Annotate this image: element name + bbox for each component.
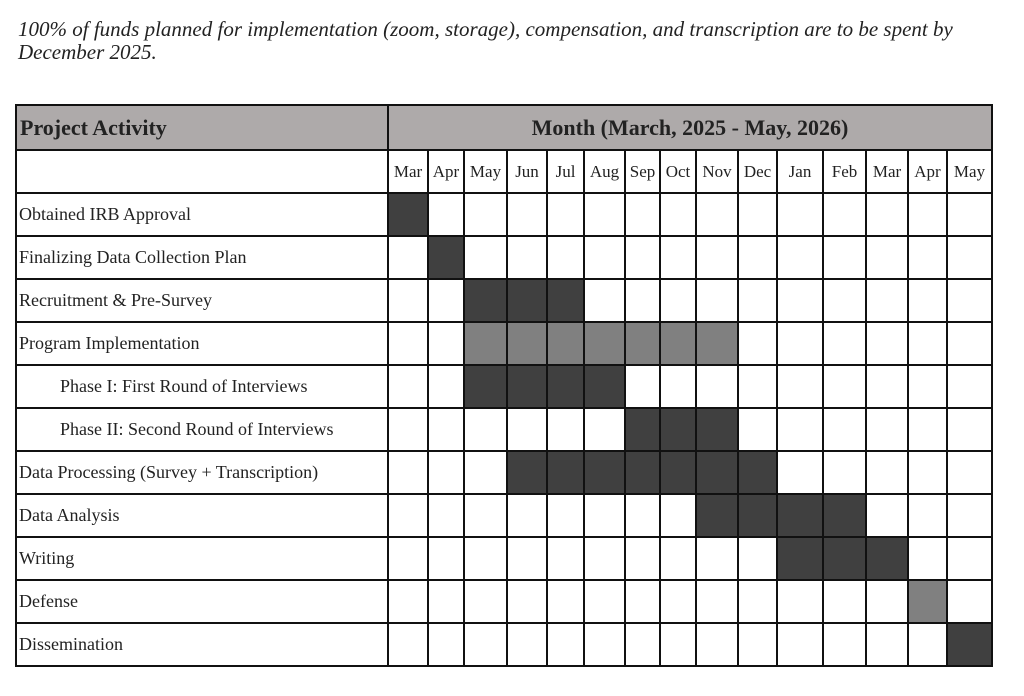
timeline-empty-cell bbox=[696, 537, 738, 580]
timeline-empty-cell bbox=[428, 451, 464, 494]
timeline-empty-cell bbox=[947, 365, 992, 408]
timeline-empty-cell bbox=[908, 193, 947, 236]
timeline-empty-cell bbox=[777, 408, 823, 451]
timeline-empty-cell bbox=[947, 451, 992, 494]
month-oct: Oct bbox=[660, 150, 696, 193]
timeline-empty-cell bbox=[908, 537, 947, 580]
timeline-empty-cell bbox=[777, 451, 823, 494]
timeline-bar-cell bbox=[738, 494, 777, 537]
timeline-bar-cell bbox=[547, 279, 584, 322]
timeline-empty-cell bbox=[464, 537, 507, 580]
timeline-empty-cell bbox=[738, 193, 777, 236]
timeline-empty-cell bbox=[464, 408, 507, 451]
activity-label: Program Implementation bbox=[16, 322, 388, 365]
timeline-empty-cell bbox=[584, 279, 625, 322]
timeline-empty-cell bbox=[866, 236, 908, 279]
timeline-empty-cell bbox=[947, 537, 992, 580]
activity-row bbox=[16, 451, 992, 494]
timeline-empty-cell bbox=[696, 193, 738, 236]
timeline-empty-cell bbox=[660, 365, 696, 408]
activity-row bbox=[16, 279, 992, 322]
timeline-empty-cell bbox=[908, 623, 947, 666]
timeline-empty-cell bbox=[777, 322, 823, 365]
timeline-empty-cell bbox=[738, 279, 777, 322]
timeline-empty-cell bbox=[584, 494, 625, 537]
timeline-bar-cell bbox=[547, 451, 584, 494]
timeline-empty-cell bbox=[547, 580, 584, 623]
timeline-bar-cell bbox=[777, 494, 823, 537]
timeline-empty-cell bbox=[547, 193, 584, 236]
timeline-bar-cell bbox=[507, 279, 547, 322]
activity-row bbox=[16, 193, 992, 236]
timeline-bar-cell bbox=[464, 322, 507, 365]
timeline-empty-cell bbox=[738, 365, 777, 408]
timeline-empty-cell bbox=[777, 236, 823, 279]
timeline-bar-cell bbox=[660, 408, 696, 451]
timeline-bar-cell bbox=[947, 623, 992, 666]
timeline-empty-cell bbox=[866, 408, 908, 451]
timeline-empty-cell bbox=[428, 365, 464, 408]
activity-row bbox=[16, 537, 992, 580]
timeline-empty-cell bbox=[908, 322, 947, 365]
timeline-bar-cell bbox=[547, 322, 584, 365]
timeline-empty-cell bbox=[507, 193, 547, 236]
timeline-empty-cell bbox=[625, 537, 660, 580]
timeline-empty-cell bbox=[464, 580, 507, 623]
timeline-empty-cell bbox=[823, 365, 866, 408]
timeline-empty-cell bbox=[547, 236, 584, 279]
timeline-bar-cell bbox=[464, 279, 507, 322]
month-jul: Jul bbox=[547, 150, 584, 193]
activity-row bbox=[16, 408, 992, 451]
timeline-empty-cell bbox=[388, 322, 428, 365]
timeline-empty-cell bbox=[823, 236, 866, 279]
header-row bbox=[16, 105, 992, 150]
month-row bbox=[16, 150, 992, 193]
timeline-bar-cell bbox=[507, 451, 547, 494]
timeline-empty-cell bbox=[584, 236, 625, 279]
timeline-empty-cell bbox=[388, 451, 428, 494]
month-jan: Jan bbox=[777, 150, 823, 193]
timeline-empty-cell bbox=[947, 279, 992, 322]
activity-row bbox=[16, 236, 992, 279]
timeline-empty-cell bbox=[866, 365, 908, 408]
timeline-empty-cell bbox=[866, 279, 908, 322]
timeline-empty-cell bbox=[547, 623, 584, 666]
timeline-empty-cell bbox=[428, 322, 464, 365]
timeline-bar-cell bbox=[584, 451, 625, 494]
timeline-empty-cell bbox=[947, 408, 992, 451]
timeline-empty-cell bbox=[464, 451, 507, 494]
timeline-empty-cell bbox=[547, 494, 584, 537]
funding-note: 100% of funds planned for implementation (zoom, storage), compensation, and transcription are to be spent by December 2025. bbox=[18, 17, 953, 64]
timeline-empty-cell bbox=[660, 537, 696, 580]
timeline-bar-cell bbox=[388, 193, 428, 236]
timeline-empty-cell bbox=[507, 623, 547, 666]
activity-label: Finalizing Data Collection Plan bbox=[16, 236, 388, 279]
timeline-empty-cell bbox=[777, 193, 823, 236]
timeline-empty-cell bbox=[388, 580, 428, 623]
timeline-empty-cell bbox=[584, 193, 625, 236]
timeline-empty-cell bbox=[866, 193, 908, 236]
timeline-empty-cell bbox=[823, 623, 866, 666]
activity-label: Defense bbox=[16, 580, 388, 623]
timeline-empty-cell bbox=[625, 365, 660, 408]
timeline-empty-cell bbox=[823, 279, 866, 322]
timeline-bar-cell bbox=[660, 451, 696, 494]
timeline-empty-cell bbox=[866, 451, 908, 494]
timeline-empty-cell bbox=[777, 279, 823, 322]
activity-row bbox=[16, 623, 992, 666]
timeline-empty-cell bbox=[660, 623, 696, 666]
activity-label: Data Processing (Survey + Transcription) bbox=[16, 451, 388, 494]
activity-label: Writing bbox=[16, 537, 388, 580]
timeline-bar-cell bbox=[625, 451, 660, 494]
activity-row bbox=[16, 322, 992, 365]
month-mar: Mar bbox=[388, 150, 428, 193]
month-dec: Dec bbox=[738, 150, 777, 193]
timeline-bar-cell bbox=[777, 537, 823, 580]
timeline-bar-cell bbox=[625, 322, 660, 365]
timeline-empty-cell bbox=[660, 279, 696, 322]
timeline-empty-cell bbox=[777, 580, 823, 623]
month-may: May bbox=[464, 150, 507, 193]
month-apr: Apr bbox=[428, 150, 464, 193]
activity-label: Obtained IRB Approval bbox=[16, 193, 388, 236]
timeline-bar-cell bbox=[464, 365, 507, 408]
timeline-empty-cell bbox=[660, 236, 696, 279]
timeline-empty-cell bbox=[660, 580, 696, 623]
timeline-bar-cell bbox=[507, 322, 547, 365]
timeline-empty-cell bbox=[908, 279, 947, 322]
timeline-empty-cell bbox=[428, 279, 464, 322]
timeline-bar-cell bbox=[866, 537, 908, 580]
empty-cell bbox=[16, 150, 388, 193]
timeline-empty-cell bbox=[823, 322, 866, 365]
timeline-empty-cell bbox=[866, 322, 908, 365]
timeline-empty-cell bbox=[696, 279, 738, 322]
timeline-empty-cell bbox=[823, 408, 866, 451]
activity-row bbox=[16, 494, 992, 537]
timeline-empty-cell bbox=[428, 580, 464, 623]
timeline-empty-cell bbox=[507, 494, 547, 537]
timeline-empty-cell bbox=[507, 408, 547, 451]
timeline-empty-cell bbox=[738, 236, 777, 279]
month-nov: Nov bbox=[696, 150, 738, 193]
timeline-empty-cell bbox=[388, 279, 428, 322]
timeline-empty-cell bbox=[908, 451, 947, 494]
timeline-empty-cell bbox=[947, 580, 992, 623]
timeline-bar-cell bbox=[696, 494, 738, 537]
timeline-empty-cell bbox=[584, 537, 625, 580]
timeline-empty-cell bbox=[777, 365, 823, 408]
timeline-bar-cell bbox=[696, 322, 738, 365]
activity-row bbox=[16, 365, 992, 408]
timeline-bar-cell bbox=[584, 365, 625, 408]
activity-label: Data Analysis bbox=[16, 494, 388, 537]
activity-header: Project Activity bbox=[16, 105, 388, 150]
timeline-empty-cell bbox=[625, 494, 660, 537]
timeline-empty-cell bbox=[388, 537, 428, 580]
timeline-empty-cell bbox=[464, 623, 507, 666]
activity-label: Phase I: First Round of Interviews bbox=[16, 365, 388, 408]
timeline-bar-cell bbox=[823, 494, 866, 537]
timeline-empty-cell bbox=[738, 408, 777, 451]
timeline-empty-cell bbox=[584, 623, 625, 666]
timeline-empty-cell bbox=[866, 623, 908, 666]
timeline-empty-cell bbox=[660, 494, 696, 537]
timeline-empty-cell bbox=[908, 408, 947, 451]
timeline-empty-cell bbox=[696, 365, 738, 408]
gantt-table bbox=[15, 104, 993, 667]
timeline-empty-cell bbox=[696, 623, 738, 666]
timeline-empty-cell bbox=[625, 580, 660, 623]
timeline-bar-cell bbox=[584, 322, 625, 365]
timeline-empty-cell bbox=[388, 494, 428, 537]
timeline-bar-cell bbox=[428, 236, 464, 279]
timeline-empty-cell bbox=[464, 494, 507, 537]
timeline-empty-cell bbox=[507, 580, 547, 623]
month-feb: Feb bbox=[823, 150, 866, 193]
timeline-empty-cell bbox=[866, 494, 908, 537]
month-apr: Apr bbox=[908, 150, 947, 193]
month-aug: Aug bbox=[584, 150, 625, 193]
timeline-bar-cell bbox=[507, 365, 547, 408]
timeline-empty-cell bbox=[908, 365, 947, 408]
timeline-bar-cell bbox=[696, 451, 738, 494]
timeline-empty-cell bbox=[696, 580, 738, 623]
timeline-bar-cell bbox=[547, 365, 584, 408]
timeline-empty-cell bbox=[947, 322, 992, 365]
timeline-bar-cell bbox=[660, 322, 696, 365]
timeline-empty-cell bbox=[696, 236, 738, 279]
timeline-empty-cell bbox=[738, 537, 777, 580]
month-may: May bbox=[947, 150, 992, 193]
timeline-empty-cell bbox=[507, 236, 547, 279]
timeline-empty-cell bbox=[625, 623, 660, 666]
timeline-empty-cell bbox=[547, 537, 584, 580]
month-sep: Sep bbox=[625, 150, 660, 193]
timeline-empty-cell bbox=[947, 494, 992, 537]
month-header: Month (March, 2025 - May, 2026) bbox=[388, 105, 992, 150]
timeline-empty-cell bbox=[947, 236, 992, 279]
timeline-empty-cell bbox=[738, 580, 777, 623]
timeline-empty-cell bbox=[625, 279, 660, 322]
timeline-bar-cell bbox=[625, 408, 660, 451]
timeline-empty-cell bbox=[823, 451, 866, 494]
timeline-empty-cell bbox=[584, 580, 625, 623]
activity-label: Recruitment & Pre-Survey bbox=[16, 279, 388, 322]
timeline-empty-cell bbox=[823, 193, 866, 236]
timeline-empty-cell bbox=[908, 494, 947, 537]
timeline-bar-cell bbox=[696, 408, 738, 451]
month-mar: Mar bbox=[866, 150, 908, 193]
timeline-empty-cell bbox=[584, 408, 625, 451]
timeline-empty-cell bbox=[547, 408, 584, 451]
timeline-empty-cell bbox=[428, 537, 464, 580]
timeline-empty-cell bbox=[823, 580, 866, 623]
timeline-empty-cell bbox=[464, 236, 507, 279]
activity-label: Phase II: Second Round of Interviews bbox=[16, 408, 388, 451]
timeline-empty-cell bbox=[388, 365, 428, 408]
timeline-empty-cell bbox=[947, 193, 992, 236]
timeline-bar-cell bbox=[823, 537, 866, 580]
timeline-empty-cell bbox=[777, 623, 823, 666]
timeline-empty-cell bbox=[388, 236, 428, 279]
timeline-empty-cell bbox=[388, 623, 428, 666]
timeline-empty-cell bbox=[908, 236, 947, 279]
timeline-empty-cell bbox=[428, 623, 464, 666]
timeline-empty-cell bbox=[428, 494, 464, 537]
timeline-empty-cell bbox=[428, 193, 464, 236]
timeline-bar-cell bbox=[738, 451, 777, 494]
timeline-empty-cell bbox=[464, 193, 507, 236]
timeline-empty-cell bbox=[738, 322, 777, 365]
timeline-empty-cell bbox=[866, 580, 908, 623]
activity-label: Dissemination bbox=[16, 623, 388, 666]
timeline-empty-cell bbox=[388, 408, 428, 451]
timeline-empty-cell bbox=[507, 537, 547, 580]
timeline-empty-cell bbox=[625, 236, 660, 279]
month-jun: Jun bbox=[507, 150, 547, 193]
timeline-empty-cell bbox=[625, 193, 660, 236]
activity-row bbox=[16, 580, 992, 623]
timeline-empty-cell bbox=[738, 623, 777, 666]
timeline-empty-cell bbox=[428, 408, 464, 451]
timeline-bar-cell bbox=[908, 580, 947, 623]
timeline-empty-cell bbox=[660, 193, 696, 236]
